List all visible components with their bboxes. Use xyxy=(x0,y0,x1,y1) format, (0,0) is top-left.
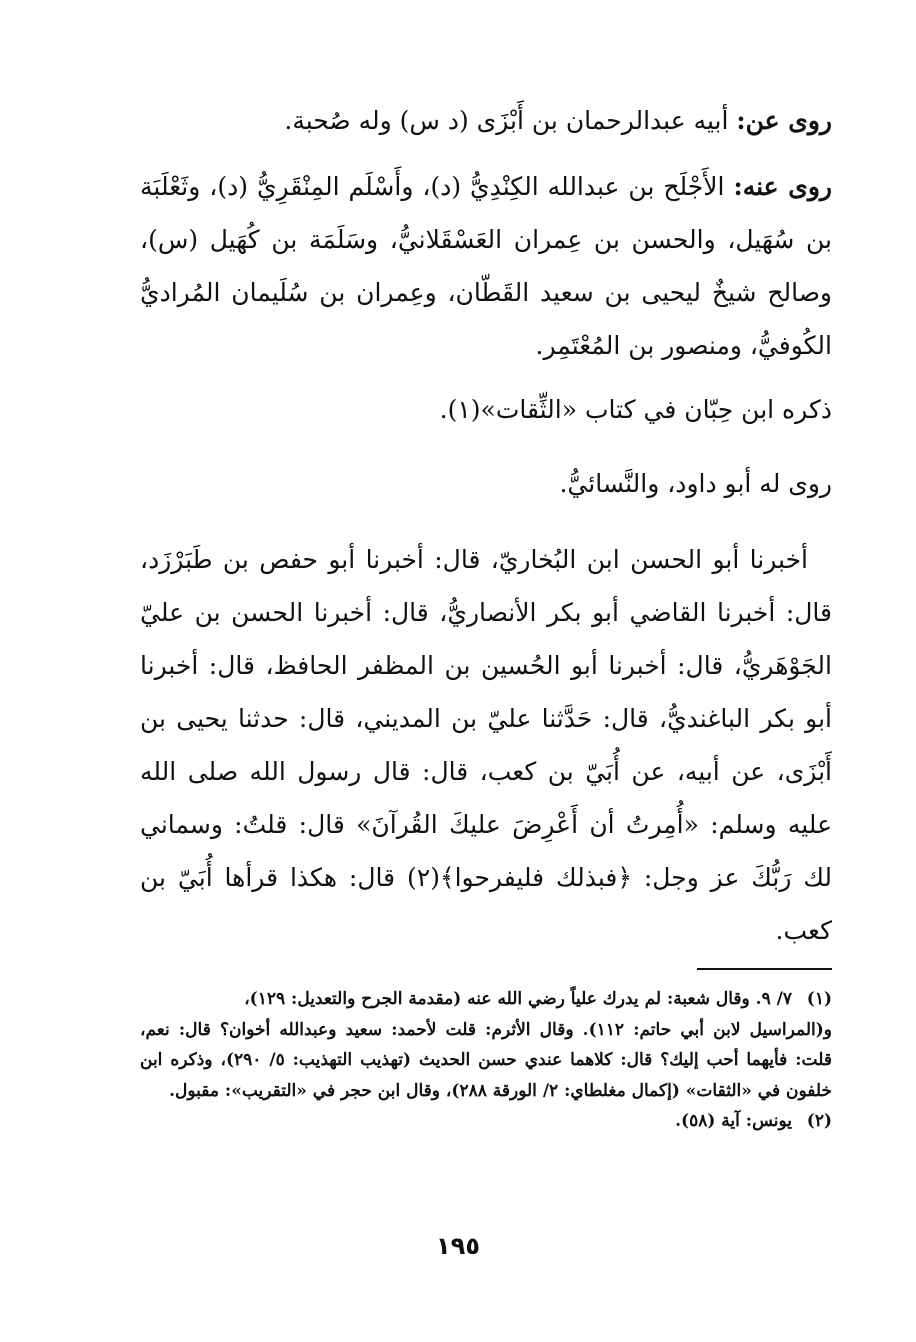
narrators-to-paragraph xyxy=(140,160,832,372)
footnote-1-number: (١) xyxy=(806,989,832,1009)
footnotes xyxy=(140,984,832,1137)
narrators-from-label: روى عن: xyxy=(736,106,832,135)
narrators-from-text: أبيه عبدالرحمان بن أَبْزَى (د س) وله صُحبة. xyxy=(284,106,729,135)
footnote-1-first-line: ٧/ ٩. وقال شعبة: لم يدرك علياً رضي الله عنه (مقدمة الجرح والتعديل: ١٢٩)، xyxy=(244,989,792,1009)
footnote-1 xyxy=(140,984,832,1015)
footnote-1-continuation: و(المراسيل لابن أبي حاتم: ١١٢). وقال الأثرم: قلت لأحمد: سعيد وعبدالله أخوان؟ قال: نعم، قلت: فأيهما أحب إليك؟ قال: كلاهما عندي حسن الحديث (تهذيب التهذيب: ٥/ ٢٩٠)، وذكره ابن خلفون في «الثقات» (إكمال مغلطاي: ٢/ الورقة ٢٨٨)، وقال ابن حجر في «التقريب»: مقبول. xyxy=(140,1019,832,1101)
footnote-2-text: يونس: آية (٥٨). xyxy=(675,1111,792,1131)
narrators-from-paragraph xyxy=(140,94,832,147)
narrators-to-label: روى عنه: xyxy=(733,172,833,201)
isnad-paragraph: أخبرنا أبو الحسن ابن البُخاريّ، قال: أخبرنا أبو حفص بن طَبَرْزَد، قال: أخبرنا القاضي أبو بكر الأنصاريُّ، قال: أخبرنا الحسن بن عليّ الجَوْهَريُّ، قال: أخبرنا أبو الحُسين بن المظفر الحافظ، قال: أخبرنا أبو بكر الباغنديُّ، قال: حَدَّثنا عليّ بن المديني، قال: حدثنا يحيى بن أَبْزَى، عن أبيه، عن أُبَيّ بن كعب، قال: قال رسول الله صلى الله عليه وسلم: «أُمِرتُ أن أَعْرِضَ عليكَ القُرآنَ» قال: قلتُ: وسماني لك رَبُّكَ عز وجل: ﴿فبذلك فليفرحوا﴾(٢) قال: هكذا قرأها أُبَيّ بن كعب. xyxy=(140,545,833,945)
narrated-by-paragraph: روى له أبو داود، والنَّسائيُّ. xyxy=(559,469,832,498)
footnote-2 xyxy=(140,1106,832,1137)
footnote-2-number: (٢) xyxy=(806,1111,832,1131)
ibn-hibban-paragraph: ذكره ابن حِبّان في كتاب «الثِّقات»(١). xyxy=(439,395,832,424)
narrators-to-text: الأَجْلَح بن عبدالله الكِنْدِيُّ (د)، وأَسْلَم المِنْقَرِيُّ (د)، وثَعْلَبَة بن سُهَيل، والحسن بن عِمران العَسْقَلانيُّ، وسَلَمَة بن كُهَيل (س)، وصالح شيخٌ ليحيى بن سعيد القَطّان، وعِمران بن سُلَيمان المُراديُّ الكُوفيُّ، ومنصور بن المُعْتَمِر. xyxy=(140,172,832,360)
footnote-separator xyxy=(697,968,832,970)
page-number: ١٩٥ xyxy=(436,1232,480,1260)
